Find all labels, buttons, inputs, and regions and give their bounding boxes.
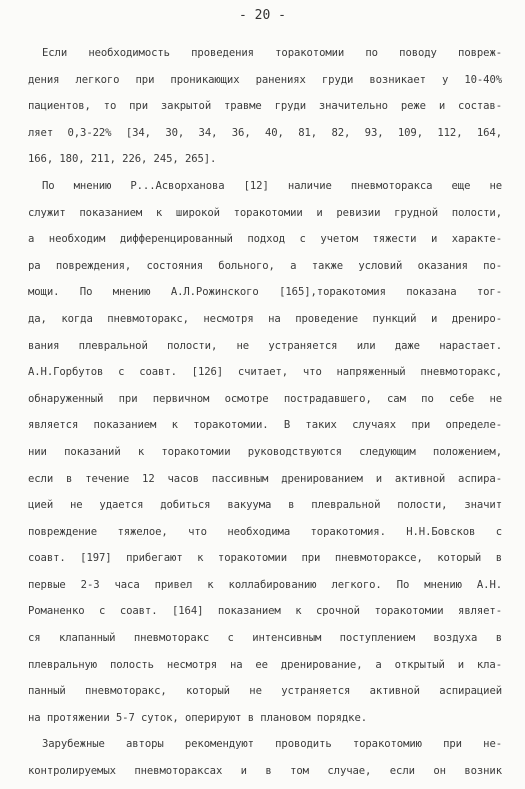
- text-line: первые 2-3 часа привел к коллабированию легкого. По мнению А.Н.: [28, 578, 502, 591]
- text-line: Зарубежные авторы рекомендуют проводить торакотомию при не-: [42, 738, 502, 751]
- page-number: - 20 -: [239, 8, 286, 23]
- text-line: 166, 180, 211, 226, 245, 265].: [28, 153, 217, 166]
- text-line: а необходим дифференцированный подход с учетом тяжести и характе-: [28, 233, 502, 246]
- text-line: соавт. [197] прибегают к торакотомии при пневмотораксе, который в: [28, 552, 502, 565]
- text-line: Романенко с соавт. [164] показанием к срочной торакотомии являет-: [28, 605, 502, 618]
- text-line: пациентов, то при закрытой травме груди значительно реже и состав-: [28, 100, 502, 113]
- text-line: По мнению Р...Асворханова [12] наличие пневмоторакса еще не: [42, 179, 502, 192]
- text-line: ра повреждения, состояния больного, а также условий оказания по-: [28, 259, 502, 272]
- text-line: мощи. По мнению А.Л.Рожинского [165],торакотомия показана тог-: [28, 286, 502, 299]
- text-line: нии показаний к торакотомии руководствуются следующим положением,: [28, 445, 502, 458]
- text-line: обнаруженный при первичном осмотре пострадавшего, сам по себе не: [28, 392, 502, 405]
- text-line: на протяжении 5-7 суток, оперируют в плановом порядке.: [28, 711, 368, 724]
- text-line: плевральную полость несмотря на ее дренирование, а открытый и кла-: [28, 658, 502, 671]
- text-line: дения легкого при проникающих ранениях груди возникает у 10-40%: [28, 73, 502, 86]
- text-line: да, когда пневмоторакс, несмотря на проведение пункций и дрениро-: [28, 312, 502, 325]
- text-line: ляет 0,3-22% [34, 30, 34, 36, 40, 81, 82, 93, 109, 112, 164,: [28, 126, 502, 139]
- body-text: [28, 40, 502, 785]
- text-line: служит показанием к широкой торакотомии и ревизии грудной полости,: [28, 206, 502, 219]
- text-line: цией не удается добиться вакуума в плевральной полости, значит: [28, 499, 502, 512]
- text-line: контролируемых пневмотораксах и в том случае, если он возник: [28, 765, 502, 778]
- text-line: А.Н.Горбутов с соавт. [126] считает, что напряженный пневмоторакс,: [28, 366, 502, 379]
- text-line: повреждение тяжелое, что необходима торакотомия. Н.Н.Бовсков с: [28, 525, 502, 538]
- text-line: если в течение 12 часов пассивным дренированием и активной аспира-: [28, 472, 502, 485]
- text-line: является показанием к торакотомии. В таких случаях при определе-: [28, 419, 502, 432]
- text-line: ся клапанный пневмоторакс с интенсивным поступлением воздуха в: [28, 632, 502, 645]
- text-line: вания плевральной полости, не устраняется или даже нарастает.: [28, 339, 502, 352]
- text-line: панный пневмоторакс, который не устраняется активной аспирацией: [28, 685, 502, 698]
- text-line: Если необходимость проведения торакотомии по поводу повреж-: [42, 47, 502, 59]
